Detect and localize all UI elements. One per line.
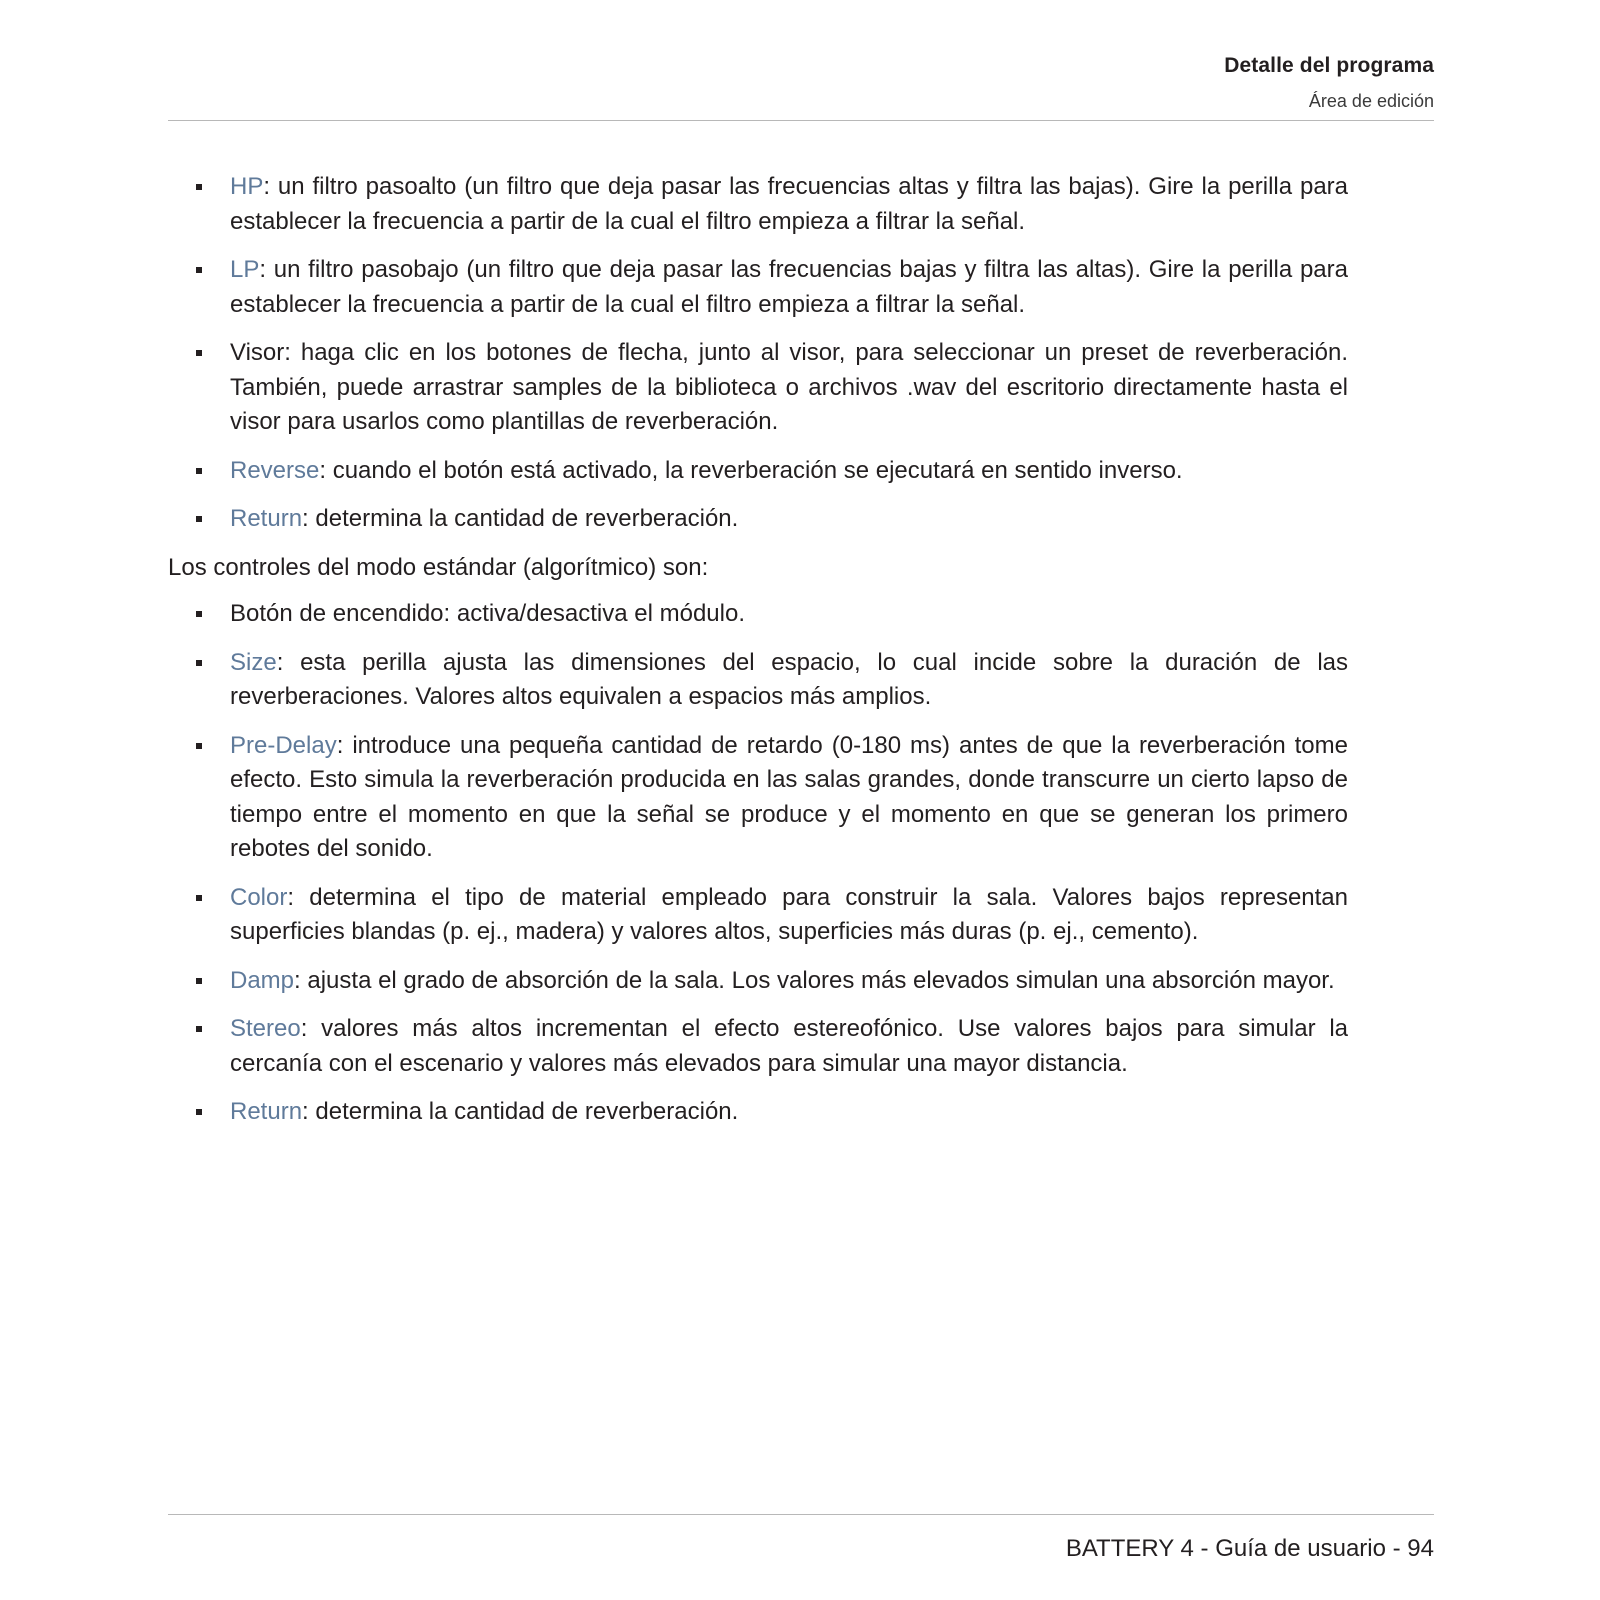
bullet-square-icon (196, 350, 202, 356)
item-text: : determina el tipo de material empleado para construir la sala. Valores bajos representan superficies blandas (p. ej., madera) y valores altos, superficies más duras (p. ej., cemento). (230, 883, 1348, 945)
list-item (168, 253, 1348, 322)
item-text: : ajusta el grado de absorción de la sala. Los valores más elevados simulan una absorción mayor. (294, 966, 1335, 994)
bullet-square-icon (196, 468, 202, 474)
bullet-square-icon (196, 611, 202, 617)
list-item (168, 502, 1348, 537)
list-item (168, 336, 1348, 440)
item-text: : cuando el botón está activado, la reverberación se ejecutará en sentido inverso. (319, 456, 1183, 484)
list-item (168, 964, 1348, 999)
list-item (168, 597, 1348, 632)
bullet-square-icon (196, 978, 202, 984)
list-item (168, 1012, 1348, 1081)
item-text: Visor: haga clic en los botones de flecha, junto al visor, para seleccionar un preset de reverberación. También, puede arrastrar samples de la biblioteca o archivos .wav del escritorio directamente hasta el visor para usarlos como plantillas de reverberación. (230, 339, 1348, 435)
item-text: : introduce una pequeña cantidad de retardo (0-180 ms) antes de que la reverberación tome efecto. Esto simula la reverberación producida en las salas grandes, donde transcurre un cierto lapso de tiempo entre el momento en que la señal se produce y el momento en que se generan los primero rebotes del sonido. (230, 731, 1348, 862)
list-item (168, 729, 1348, 867)
term-stereo: Stereo (230, 1015, 301, 1042)
term-return: Return (230, 1098, 303, 1125)
bullet-square-icon (196, 267, 202, 273)
term-color: Color (230, 883, 288, 911)
list-item (168, 646, 1348, 715)
list-item (168, 170, 1348, 239)
bullet-square-icon (196, 1026, 202, 1032)
bullet-list-1 (168, 170, 1348, 537)
header-section-title: Detalle del programa (1224, 54, 1434, 77)
term-damp: Damp (230, 966, 295, 994)
term-reverse: Reverse (230, 456, 320, 484)
item-text: : esta perilla ajusta las dimensiones del espacio, lo cual incide sobre la duración de las reverberaciones. Valores altos equivalen a espacios más amplios. (230, 648, 1348, 710)
list-item (168, 454, 1348, 489)
term-pre-delay: Pre-Delay (230, 731, 337, 759)
bullet-square-icon (196, 660, 202, 666)
page-header (168, 52, 1434, 121)
page-body (168, 170, 1348, 1144)
item-text: : valores más altos incrementan el efecto estereofónico. Use valores bajos para simular la cercanía con el escenario y valores más elevados para simular una mayor distancia. (230, 1015, 1348, 1077)
bullet-square-icon (196, 743, 202, 749)
intro-paragraph: Los controles del modo estándar (algorítmico) son: (168, 553, 709, 581)
item-text: : determina la cantidad de reverberación. (302, 505, 739, 532)
page-footer (168, 1514, 1434, 1565)
bullet-square-icon (196, 184, 202, 190)
header-subsection-title: Área de edición (1308, 91, 1434, 111)
bullet-square-icon (196, 895, 202, 901)
list-item (168, 881, 1348, 950)
term-hp: HP (230, 173, 264, 200)
list-item (168, 1095, 1348, 1130)
footer-text: BATTERY 4 - Guía de usuario - 94 (1065, 1535, 1434, 1562)
item-text: : determina la cantidad de reverberación. (302, 1098, 739, 1125)
term-return: Return (230, 505, 303, 532)
item-text: : un filtro pasoalto (un filtro que deja pasar las frecuencias altas y filtra las bajas). Gire la perilla para establecer la frecuencia a partir de la cual el filtro empieza a filtrar la señal. (230, 173, 1348, 235)
bullet-square-icon (196, 516, 202, 522)
item-text: : un filtro pasobajo (un filtro que deja pasar las frecuencias bajas y filtra las altas). Gire la perilla para establecer la frecuencia a partir de la cual el filtro empieza a filtrar la señal. (230, 256, 1348, 318)
term-size: Size (230, 648, 277, 676)
bullet-square-icon (196, 1109, 202, 1115)
bullet-list-2 (168, 597, 1348, 1130)
item-text: Botón de encendido: activa/desactiva el módulo. (230, 600, 746, 627)
term-lp: LP (230, 256, 260, 283)
